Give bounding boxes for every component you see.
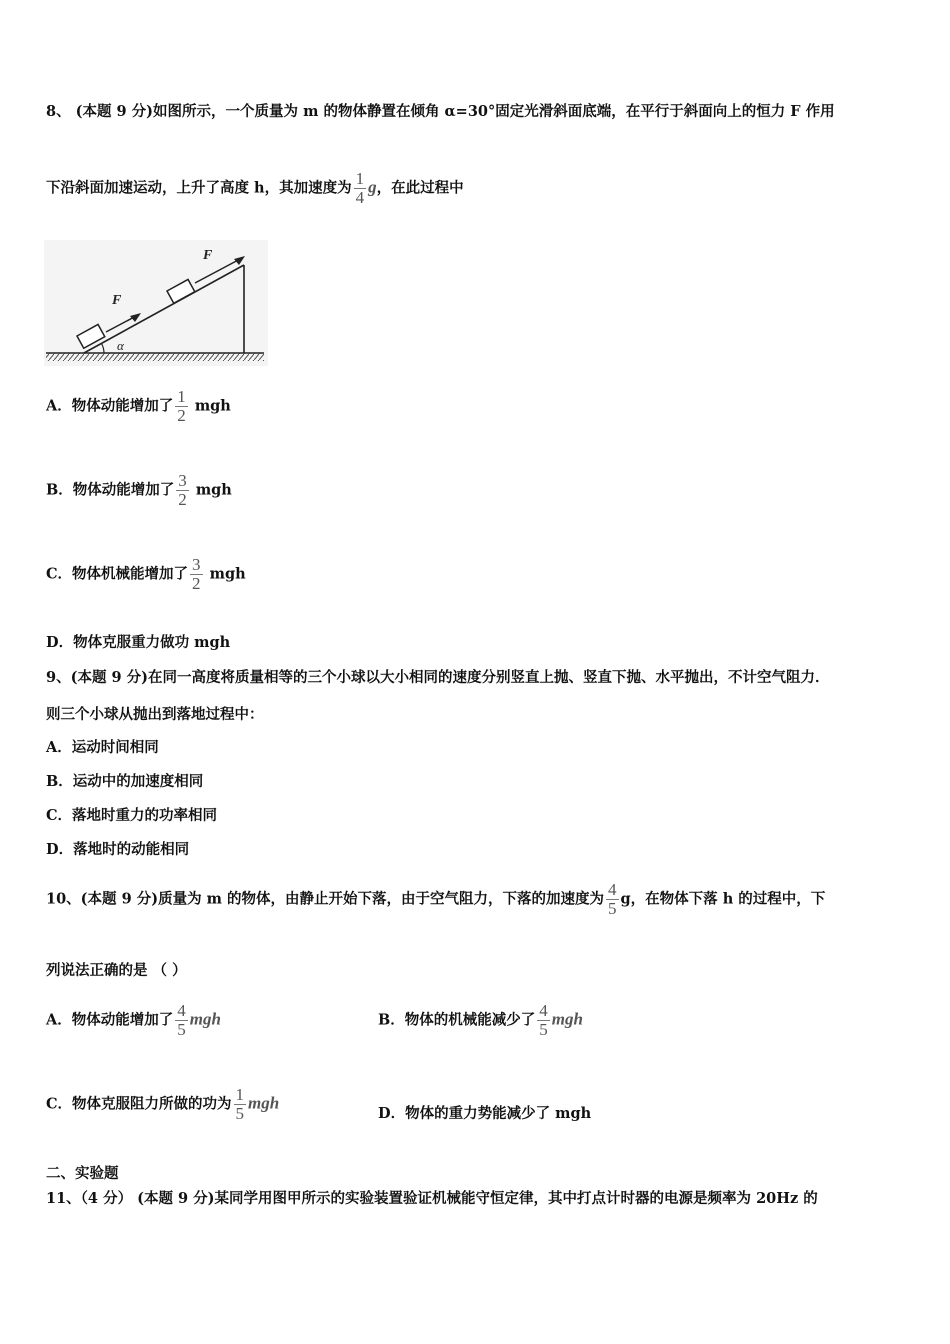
fraction-numerator: 4 <box>177 1001 186 1020</box>
option-tail: mgh <box>551 1009 583 1029</box>
fraction-numerator: 4 <box>539 1001 548 1020</box>
q10-option-d: D．物体的重力势能减少了 mgh <box>378 1105 592 1122</box>
fraction-numerator: 1 <box>235 1085 245 1104</box>
q11-text-line1: 11、（4 分） (本题 9 分)某同学用图甲所示的实验装置验证机械能守恒定律，其中打点计时器的电源是频率为 20Hz 的 <box>46 1190 818 1207</box>
q10-line1-prefix: 10、(本题 9 分)质量为 m 的物体，由静止开始下落，由于空气阻力，下落的加速度为 <box>46 890 605 908</box>
fraction-denominator: 5 <box>235 1104 245 1123</box>
option-tail: mgh <box>194 397 231 415</box>
q9-option-b: B．运动中的加速度相同 <box>46 773 204 790</box>
q10-accel-fraction <box>606 881 619 918</box>
q8-option-b <box>46 472 232 509</box>
option-label: A．物体动能增加了 <box>46 397 174 415</box>
q9-text-line2: 则三个小球从抛出到落地过程中： <box>46 706 264 723</box>
option-tail: mgh <box>189 1009 221 1029</box>
fraction-denominator: 2 <box>178 490 187 509</box>
q10-line1-suffix: g，在物体下落 h 的过程中，下 <box>620 890 826 908</box>
q9-option-c: C．落地时重力的功率相同 <box>46 807 218 824</box>
option-label: B．物体动能增加了 <box>46 481 175 499</box>
q10-option-b <box>378 1002 583 1039</box>
option-tail: mgh <box>195 481 232 499</box>
q8-line2-prefix: 下沿斜面加速运动，上升了高度 h，其加速度为 <box>46 179 352 197</box>
option-fraction <box>175 388 188 425</box>
fraction-denominator: 4 <box>355 188 365 207</box>
angle-label: α <box>117 338 124 353</box>
q10-text-line1 <box>46 881 825 918</box>
q8-text-line1: 8、 (本题 9 分)如图所示，一个质量为 m 的物体静置在倾角 α=30°固定光滑斜面底端，在平行于斜面向上的恒力 F 作用 <box>46 103 835 120</box>
section-title: 二、实验题 <box>46 1165 119 1182</box>
option-fraction <box>537 1002 550 1039</box>
force-label-top: F <box>203 248 213 263</box>
fraction-denominator: 5 <box>539 1020 548 1039</box>
fraction-numerator: 4 <box>608 880 617 899</box>
fraction-denominator: 5 <box>608 899 617 918</box>
incline-figure <box>44 240 268 366</box>
option-label: B．物体的机械能减少了 <box>378 1011 536 1029</box>
fraction-numerator: 3 <box>178 471 187 490</box>
option-label: C．物体克服阻力所做的功为 <box>46 1095 232 1113</box>
fraction-numerator: 3 <box>192 555 201 574</box>
q10-option-c <box>46 1086 279 1123</box>
force-label-bottom: F <box>112 293 122 308</box>
q8-accel-variable: g <box>368 177 377 197</box>
fraction-numerator: 1 <box>355 169 365 188</box>
q8-option-c <box>46 556 246 593</box>
fraction-numerator: 1 <box>177 387 186 406</box>
option-fraction <box>190 556 203 593</box>
option-fraction <box>175 1002 188 1039</box>
option-tail: mgh <box>248 1093 280 1113</box>
q9-text-line1: 9、(本题 9 分)在同一高度将质量相等的三个小球以大小相同的速度分别竖直上抛、竖直下抛、水平抛出，不计空气阻力． <box>46 669 830 686</box>
option-label: A．物体动能增加了 <box>46 1011 174 1029</box>
q8-option-a <box>46 388 231 425</box>
q10-text-line2: 列说法正确的是 （ ） <box>46 962 187 979</box>
q9-option-a: A．运动时间相同 <box>46 739 159 756</box>
fraction-denominator: 5 <box>177 1020 186 1039</box>
ground-hatch <box>46 353 264 361</box>
option-label: C．物体机械能增加了 <box>46 565 189 583</box>
q8-text-line2 <box>46 170 464 207</box>
fraction-denominator: 2 <box>177 406 186 425</box>
option-tail: mgh <box>209 565 246 583</box>
q8-accel-fraction <box>354 170 367 207</box>
q8-line2-suffix: ，在此过程中 <box>376 179 464 197</box>
option-fraction <box>234 1086 247 1123</box>
option-fraction <box>176 472 189 509</box>
fraction-denominator: 2 <box>192 574 201 593</box>
q10-option-a <box>46 1002 221 1039</box>
q9-option-d: D．落地时的动能相同 <box>46 841 190 858</box>
q8-option-d: D．物体克服重力做功 mgh <box>46 634 231 651</box>
